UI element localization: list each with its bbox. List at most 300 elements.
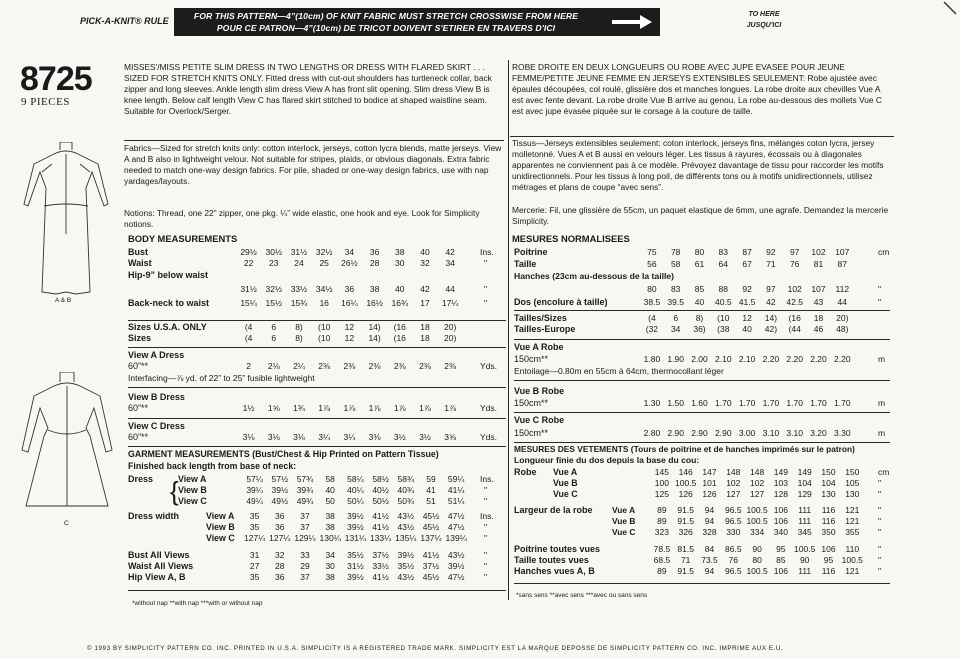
tailles-europe-row-cell: 36) xyxy=(693,324,706,334)
lg-b-row-unit: " xyxy=(878,478,882,488)
fbl-b-row-cell: 40½ xyxy=(372,485,389,495)
lr-a-row-unit: " xyxy=(878,505,882,515)
vue-a-metrage-cell: 2.20 xyxy=(762,354,780,364)
hip-ab-row-cell: 41½ xyxy=(372,572,389,582)
lg-b-row-cell: 105 xyxy=(845,478,860,488)
dos-row-cell: 44 xyxy=(837,297,848,307)
taille-row-label: Taille xyxy=(514,259,537,269)
hip-row-cell: 44 xyxy=(445,284,455,294)
dw-b-row-cell: 35 xyxy=(249,522,260,532)
view-c-yardage-cell: 3⅝ xyxy=(444,432,457,442)
to-here-label: TO HERE JUSQU'ICI xyxy=(746,11,782,29)
view-ab-caption: A & B xyxy=(55,297,72,304)
hanches-ab-row-cell: 116 xyxy=(821,566,836,576)
hip-ab-row-cell: 36 xyxy=(275,572,285,582)
hanches-ab-row-cell: 111 xyxy=(798,566,812,576)
vue-a-metrage-cell: 2.10 xyxy=(738,354,756,364)
waist-all-row-cell: 39½ xyxy=(447,561,465,571)
garment-measurements-title: GARMENT MEASUREMENTS (Bust/Chest & Hip Printed on Pattern Tissue) xyxy=(128,449,439,459)
lr-c-row-unit: " xyxy=(878,527,882,537)
poitrine-vues-row-cell: 106 xyxy=(821,544,836,554)
waist-row-cell: 25 xyxy=(319,258,329,268)
poitrine-row-cell: 102 xyxy=(811,247,826,257)
view-c-yardage-unit: Yds. xyxy=(480,432,498,442)
lr-b-row-cell: 96.5 xyxy=(725,516,742,526)
dw-a-row-cell: 43½ xyxy=(397,511,415,521)
bust-all-row-cell: 39½ xyxy=(397,550,415,560)
tailles-europe-row-cell: (32 xyxy=(645,324,659,334)
taille-row-cell: 76 xyxy=(789,259,800,269)
taille-vues-row-cell: 85 xyxy=(776,555,786,565)
poitrine-row-cell: 107 xyxy=(835,247,850,257)
tailles-europe-row-cell: 42) xyxy=(764,324,778,334)
vue-sublabel: Vue A xyxy=(553,467,578,477)
view-c-yardage-label: 60”** xyxy=(128,432,149,442)
vue-sublabel: Vue C xyxy=(612,527,636,537)
vue-a-metrage-cell: 2.00 xyxy=(691,354,708,364)
lr-a-row-cell: 89 xyxy=(657,505,667,515)
view-c-yardage-cell: 3¼ xyxy=(318,432,331,442)
poitrine-vues-row-cell: 86.5 xyxy=(725,544,742,554)
taille-row-cell: 61 xyxy=(694,259,705,269)
dos-row-cell: 41.5 xyxy=(738,297,756,307)
dos-row-cell: 38.5 xyxy=(643,297,661,307)
lr-b-row-cell: 100.5 xyxy=(746,516,768,526)
vue-b-metrage-cell: 1.70 xyxy=(715,398,732,408)
lg-a-row-cell: 145 xyxy=(654,467,669,477)
hanches-ab-row-cell: 121 xyxy=(845,566,860,576)
hip-ab-row-cell: 45½ xyxy=(422,572,440,582)
fbl-b-row-unit: " xyxy=(484,485,488,495)
bust-all-row-cell: 33 xyxy=(300,550,310,560)
view-c-dress-row-label: View C Dress xyxy=(128,421,185,431)
hanches-ab-row-cell: 89 xyxy=(657,566,667,576)
waist-row-unit: " xyxy=(484,258,488,268)
dw-c-row-cell: 131¼ xyxy=(344,533,367,543)
hanches-row-cell: 97 xyxy=(766,284,776,294)
waist-row-cell: 32 xyxy=(420,258,430,268)
vue-sublabel: Vue B xyxy=(553,478,578,488)
fbl-a-row-unit: Ins. xyxy=(480,474,494,484)
dw-c-row-cell: 137¼ xyxy=(420,533,442,543)
view-sublabel: View C xyxy=(206,533,235,543)
back-neck-row-cell: 17 xyxy=(420,298,430,308)
lg-b-row-cell: 103 xyxy=(773,478,788,488)
lr-c-row-cell: 350 xyxy=(821,527,836,537)
tailles-europe-row-cell: 46 xyxy=(813,324,824,334)
lr-a-row-cell: 94 xyxy=(704,505,715,515)
poitrine-row-cell: 75 xyxy=(647,247,657,257)
hip-row-cell: 33½ xyxy=(290,284,308,294)
bust-all-row-cell: 41½ xyxy=(422,550,440,560)
view-sublabel: View C xyxy=(178,496,207,506)
table-rule xyxy=(514,412,890,413)
fbl-c-row-cell: 51¼ xyxy=(447,496,465,506)
hip-row-cell: 34½ xyxy=(315,284,333,294)
lg-a-row-cell: 150 xyxy=(845,467,860,477)
lg-a-row-cell: 147 xyxy=(702,467,717,477)
english-footnote: *without nap **with nap ***with or without nap xyxy=(132,600,263,607)
french-footnote: *sans sens **avec sens ***avec ou sans sens xyxy=(516,592,648,599)
dw-a-row-cell: 36 xyxy=(275,511,285,521)
lr-a-row-cell: 100.5 xyxy=(746,505,768,515)
hip-ab-row-cell: 37 xyxy=(300,572,310,582)
tailles-sizes-row-cell: 8) xyxy=(695,313,704,323)
bust-all-row-label: Bust All Views xyxy=(128,550,190,560)
fbl-a-row-cell: 58 xyxy=(325,474,335,484)
view-a-yardage-cell: 2⅛ xyxy=(267,361,280,371)
dw-c-row-cell: 133¼ xyxy=(369,533,392,543)
tailles-europe-row-cell: (44 xyxy=(788,324,801,334)
tailles-europe-row-cell: 48) xyxy=(836,324,849,334)
view-b-yardage-cell: 1⅞ xyxy=(444,403,457,413)
french-mercerie: Mercerie: Fil, une glissière de 55cm, un paquet elastique de 6mm, une agrafe. Demandez la mercerie Simplicity. xyxy=(512,205,889,227)
lr-c-row-cell: 323 xyxy=(654,527,669,537)
vue-a-metrage-label: 150cm** xyxy=(514,354,549,364)
bracket-icon: { xyxy=(170,476,179,506)
lg-b-row-cell: 101 xyxy=(702,478,717,488)
dw-b-row-cell: 45½ xyxy=(422,522,440,532)
dw-a-row-label: Dress width xyxy=(128,511,180,521)
vue-c-metrage-cell: 2.90 xyxy=(691,428,708,438)
bust-all-row-cell: 34 xyxy=(325,550,335,560)
hip-row-cell: 42 xyxy=(420,284,430,294)
poitrine-row-cell: 83 xyxy=(718,247,729,257)
fbl-c-row-cell: 50¾ xyxy=(397,496,415,506)
waist-all-row-cell: 31½ xyxy=(347,561,364,571)
sizes-usa-row-cell: (4 xyxy=(244,322,253,332)
fbl-a-row-cell: 58¼ xyxy=(347,474,364,484)
waist-row-cell: 26½ xyxy=(341,258,358,268)
fbl-b-row-cell: 40¾ xyxy=(397,485,415,495)
hip-row-cell: 36 xyxy=(344,284,355,294)
vue-c-metrage-cell: 3.10 xyxy=(762,428,780,438)
lg-c-row-cell: 125 xyxy=(654,489,669,499)
vue-c-metrage-cell: 3.10 xyxy=(786,428,803,438)
taille-row-cell: 87 xyxy=(837,259,848,269)
tailles-sizes-row-label: Tailles/Sizes xyxy=(514,313,567,323)
taille-row-cell: 64 xyxy=(718,259,729,269)
lg-c-row-cell: 126 xyxy=(678,489,693,499)
vue-c-metrage-cell: 3.20 xyxy=(810,428,827,438)
tailles-sizes-row-cell: 20) xyxy=(836,313,849,323)
lr-a-row-cell: 96.5 xyxy=(725,505,742,515)
hanches-row-cell: 107 xyxy=(811,284,826,294)
lg-a-row-cell: 148 xyxy=(749,467,765,477)
lr-c-row-cell: 340 xyxy=(773,527,788,537)
taille-vues-row-cell: 90 xyxy=(799,555,810,565)
view-b-yardage-cell: 1½ xyxy=(242,403,255,413)
back-neck-row-cell: 16¼ xyxy=(341,298,358,308)
back-neck-row-cell: 16 xyxy=(319,298,329,308)
dos-row-cell: 42.5 xyxy=(786,297,803,307)
poitrine-vues-row-cell: 95 xyxy=(776,544,786,554)
fbl-c-row-cell: 50¼ xyxy=(347,496,364,506)
hip-ab-row-unit: " xyxy=(484,572,488,582)
view-a-yardage-cell: 2⅜ xyxy=(343,361,356,371)
taille-row-cell: 67 xyxy=(742,259,752,269)
waist-row-label: Waist xyxy=(128,258,152,268)
view-a-yardage-label: 60”** xyxy=(128,361,149,371)
view-b-yardage-cell: 1⅞ xyxy=(393,403,406,413)
sizes-usa-row-cell: 12 xyxy=(344,322,355,332)
hanches-row-cell: 85 xyxy=(694,284,705,294)
vue-a-metrage-unit: m xyxy=(878,354,886,364)
lg-c-row-cell: 128 xyxy=(773,489,788,499)
lg-a-row-cell: 146 xyxy=(678,467,693,477)
lg-c-row-cell: 127 xyxy=(749,489,765,499)
vue-a-metrage-cell: 2.20 xyxy=(810,354,827,364)
sizes-usa-row-cell: 14) xyxy=(368,322,381,332)
dw-c-row-cell: 127¼ xyxy=(269,533,291,543)
vue-a-metrage-cell: 2.20 xyxy=(834,354,851,364)
vue-b-metrage-cell: 1.30 xyxy=(643,398,661,408)
bust-row-cell: 29½ xyxy=(240,247,257,257)
stretch-line-en: FOR THIS PATTERN—4”(10cm) OF KNIT FABRIC MUST STRETCH CROSSWISE FROM HERE xyxy=(193,11,579,21)
bust-row-cell: 32½ xyxy=(315,247,333,257)
sizes-row-label: Sizes xyxy=(128,333,152,343)
hanches-ab-row-cell: 100.5 xyxy=(746,566,768,576)
hanches-row-label: Hanches (23cm au-dessous de la taille) xyxy=(514,271,674,281)
hip-row-cell: 32½ xyxy=(265,284,283,294)
poitrine-row-cell: 97 xyxy=(789,247,800,257)
dos-row-cell: 39.5 xyxy=(667,297,684,307)
taille-row-cell: 81 xyxy=(813,259,824,269)
vue-c-row-label: Vue C Robe xyxy=(514,415,565,425)
dw-a-row-cell: 45½ xyxy=(422,511,440,521)
sizes-usa-row-cell: (10 xyxy=(318,322,331,332)
hip-ab-row-cell: 38 xyxy=(325,572,335,582)
view-b-yardage-unit: Yds. xyxy=(480,403,498,413)
vue-c-metrage-cell: 2.90 xyxy=(715,428,732,438)
tailles-sizes-row-cell: (16 xyxy=(788,313,801,323)
table-rule xyxy=(514,583,890,584)
view-b-yardage-cell: 1⅞ xyxy=(368,403,381,413)
view-c-yardage-cell: 3½ xyxy=(419,432,431,442)
taille-vues-row-cell: 71 xyxy=(680,555,691,565)
fbl-a-row-cell: 57¼ xyxy=(246,474,263,484)
dw-c-row-cell: 135¼ xyxy=(395,533,417,543)
mesures-title: MESURES NORMALISEES xyxy=(512,233,630,244)
lg-a-row-label: Robe xyxy=(514,467,537,477)
bust-row-cell: 30½ xyxy=(265,247,283,257)
poitrine-vues-row-label: Poitrine toutes vues xyxy=(514,544,601,554)
lr-b-row-unit: " xyxy=(878,516,882,526)
bust-row-cell: 36 xyxy=(369,247,380,257)
bust-all-row-cell: 37½ xyxy=(372,550,389,560)
dw-b-row-cell: 43½ xyxy=(397,522,415,532)
lg-a-row-unit: cm xyxy=(878,467,890,477)
bust-row-label: Bust xyxy=(128,247,148,257)
fbl-b-row-cell: 40¼ xyxy=(347,485,364,495)
view-b-yardage-cell: 1⅞ xyxy=(419,403,431,413)
fbl-c-row-cell: 49¼ xyxy=(246,496,263,506)
view-sublabel: View B xyxy=(178,485,207,495)
lg-a-row-cell: 149 xyxy=(773,467,788,477)
hip-ab-row-label: Hip View A, B xyxy=(128,572,186,582)
vue-sublabel: Vue A xyxy=(612,505,636,515)
lg-c-row-cell: 130 xyxy=(845,489,860,499)
hanches-ab-row-unit: " xyxy=(878,566,882,576)
waist-all-row-cell: 37½ xyxy=(422,561,440,571)
lr-b-row-cell: 91.5 xyxy=(677,516,694,526)
view-a-yardage-cell: 2¼ xyxy=(293,361,305,371)
table-rule xyxy=(514,380,890,381)
dw-b-row-cell: 39½ xyxy=(347,522,364,532)
waist-all-row-cell: 28 xyxy=(275,561,285,571)
lg-b-row-cell: 100.5 xyxy=(675,478,697,488)
hanches-ab-row-cell: 94 xyxy=(704,566,715,576)
english-fabrics: Fabrics—Sized for stretch knits only: cotton interlock, jerseys, cotton lycra blends, matte jerseys. View A and B also in lightweight velour. Not suitable for stripes, plaids, or obvious diagonals. Extra fabric needed to match one-way design fabrics. For pile, shaded or one-way design fabrics, use with nap yardages/layouts. xyxy=(124,143,502,187)
waist-all-row-unit: " xyxy=(484,561,488,571)
lr-b-row-cell: 116 xyxy=(821,516,836,526)
fbl-b-row-cell: 41¼ xyxy=(447,485,465,495)
view-a-yardage-cell: 2⅜ xyxy=(318,361,331,371)
view-c-yardage-cell: 3⅛ xyxy=(242,432,255,442)
lr-c-row-cell: 345 xyxy=(797,527,812,537)
fbl-c-row-cell: 51 xyxy=(426,496,436,506)
dw-b-row-unit: " xyxy=(484,522,488,532)
lg-b-row-cell: 102 xyxy=(726,478,741,488)
lr-c-row-cell: 334 xyxy=(749,527,765,537)
vue-sublabel: Vue C xyxy=(553,489,578,499)
dw-a-row-cell: 35 xyxy=(249,511,260,521)
lg-b-row-cell: 104 xyxy=(797,478,812,488)
dos-row-unit: " xyxy=(878,297,882,307)
bust-row-cell: 34 xyxy=(344,247,355,257)
taille-vues-row-cell: 80 xyxy=(752,555,762,565)
tailles-europe-row-cell: (38 xyxy=(717,324,730,334)
dos-row-cell: 42 xyxy=(766,297,776,307)
dw-a-row-cell: 41½ xyxy=(372,511,389,521)
tailles-europe-row-cell: 40 xyxy=(742,324,752,334)
dos-row-label: Dos (encolure à taille) xyxy=(514,297,608,307)
hip-row-cell: 31½ xyxy=(240,284,257,294)
view-a-dress-row-label: View A Dress xyxy=(128,350,185,360)
taille-vues-row-cell: 100.5 xyxy=(841,555,863,565)
fbl-a-row-cell: 59¼ xyxy=(447,474,465,484)
view-c-yardage-cell: 3⅛ xyxy=(293,432,305,442)
french-tissus: Tissus—Jerseys extensibles seulement: coton interlock, jerseys fins, mélanges coton lycra, jersey molletonné. Vues A et B aussi en velours léger. Les tissus à rayures, écossais ou à diagonales apparentes ne conviennent pas à ce modèle. Prévoyez davantage de tissu pour raccorder les motifs unidirectionnels. Pour les tissus à long poil, de différents tons ou à motifs unidirectionnels, utilisez métrages et plans de coupe “avec sens”. xyxy=(512,138,884,193)
waist-all-row-cell: 29 xyxy=(300,561,310,571)
waist-all-row-cell: 27 xyxy=(249,561,260,571)
stretch-line-fr: POUR CE PATRON—4”(10cm) DE TRICOT DOIVENT S'ETIRER EN TRAVERS D'ICI xyxy=(216,23,556,33)
taille-vues-row-label: Taille toutes vues xyxy=(514,555,589,565)
vue-a-row-label: Vue A Robe xyxy=(514,342,564,352)
lr-c-row-cell: 355 xyxy=(845,527,860,537)
back-neck-row-cell: 16¾ xyxy=(391,298,409,308)
dw-c-row-cell: 127¼ xyxy=(243,533,266,543)
hanches-ab-row-cell: 91.5 xyxy=(677,566,694,576)
fbl-c-row-cell: 50½ xyxy=(372,496,389,506)
pattern-pieces: 9 PIECES xyxy=(21,96,70,108)
vue-b-metrage-cell: 1.70 xyxy=(810,398,827,408)
view-b-yardage-cell: 1¾ xyxy=(293,403,305,413)
sizes-row-cell: 12 xyxy=(344,333,355,343)
taille-vues-row-cell: 95 xyxy=(823,555,834,565)
vue-a-metrage-cell: 1.90 xyxy=(667,354,684,364)
pattern-number: 8725 xyxy=(20,60,92,98)
view-sublabel: View A xyxy=(206,511,235,521)
vue-c-metrage-cell: 2.90 xyxy=(667,428,684,438)
poitrine-row-cell: 80 xyxy=(694,247,705,257)
tailles-sizes-row-cell: 14) xyxy=(764,313,778,323)
vue-b-metrage-cell: 1.60 xyxy=(691,398,708,408)
sizes-usa-row-cell: 18 xyxy=(420,322,430,332)
bust-row-unit: Ins. xyxy=(480,247,494,257)
poitrine-vues-row-unit: " xyxy=(878,544,882,554)
vue-c-metrage-unit: m xyxy=(878,428,886,438)
entoilage-note: Entoilage—0.80m en 55cm à 64cm, thermocollant léger xyxy=(514,366,724,376)
english-description: MISSES'/MISS PETITE SLIM DRESS IN TWO LENGTHS OR DRESS WITH FLARED SKIRT . . . SIZED FOR STRETCH KNITS ONLY. Fitted dress with cut-out shoulders has turtleneck collar, back zipper and long sleeves. Ankle length slim dress View A has front slit opening. Slim dress View B is knee length. Below calf length View C has flared skirt stitched to bodice at shaped waistline seam. Suitable for Overlock/Serger. xyxy=(124,62,492,117)
lr-c-row-cell: 330 xyxy=(726,527,741,537)
fbl-b-row-cell: 41 xyxy=(426,485,436,495)
bust-all-row-cell: 43½ xyxy=(447,550,465,560)
lr-c-row-cell: 328 xyxy=(702,527,717,537)
hanches-row-cell: 112 xyxy=(835,284,850,294)
vue-c-metrage-cell: 3.00 xyxy=(738,428,756,438)
sizes-row-cell: 6 xyxy=(271,333,277,343)
lg-a-row-cell: 149 xyxy=(797,467,812,477)
sizes-row-cell: 8) xyxy=(295,333,303,343)
view-sublabel: View B xyxy=(206,522,235,532)
view-b-yardage-cell: 1⅝ xyxy=(267,403,280,413)
hanches-row-unit: " xyxy=(878,284,882,294)
waist-all-row-cell: 35½ xyxy=(397,561,415,571)
poitrine-vues-row-cell: 90 xyxy=(752,544,762,554)
fbl-a-row-cell: 58½ xyxy=(372,474,389,484)
lg-b-row-cell: 100 xyxy=(654,478,669,488)
tailles-sizes-row-cell: 18 xyxy=(813,313,824,323)
dw-c-row-cell: 139¼ xyxy=(445,533,467,543)
waist-row-cell: 34 xyxy=(445,258,455,268)
hanches-ab-row-label: Hanches vues A, B xyxy=(514,566,595,576)
tailles-sizes-row-cell: 12 xyxy=(742,313,752,323)
taille-vues-row-unit: " xyxy=(878,555,882,565)
view-b-yardage-cell: 1⅞ xyxy=(343,403,356,413)
dw-a-row-cell: 37 xyxy=(300,511,310,521)
dw-b-row-cell: 47½ xyxy=(447,522,465,532)
view-a-yardage-cell: 2 xyxy=(246,361,251,371)
fbl-a-row-cell: 58¾ xyxy=(397,474,415,484)
sizes-usa-row-cell: 20) xyxy=(444,322,457,332)
poitrine-row-unit: cm xyxy=(878,247,890,257)
sizes-row-cell: (4 xyxy=(244,333,253,343)
lr-b-row-cell: 89 xyxy=(657,516,667,526)
bust-all-row-cell: 35½ xyxy=(347,550,364,560)
waist-row-cell: 28 xyxy=(369,258,380,268)
vue-b-metrage-unit: m xyxy=(878,398,886,408)
fbl-b-row-cell: 39¾ xyxy=(296,485,314,495)
poitrine-vues-row-cell: 81.5 xyxy=(677,544,694,554)
tailles-europe-row-label: Tailles-Europe xyxy=(514,324,576,334)
vue-a-metrage-cell: 1.80 xyxy=(643,354,661,364)
fbl-a-row-label: Dress xyxy=(128,474,154,484)
fbl-a-row-cell: 57¾ xyxy=(296,474,314,484)
hanches-row-cell: 92 xyxy=(742,284,752,294)
waist-row-cell: 22 xyxy=(243,258,254,268)
fbl-a-row-cell: 57½ xyxy=(271,474,289,484)
body-measurements-title: BODY MEASUREMENTS xyxy=(128,233,238,244)
sizes-row-cell: 14) xyxy=(368,333,381,343)
fbl-b-row-cell: 39¼ xyxy=(246,485,263,495)
lg-c-row-cell: 130 xyxy=(821,489,836,499)
taille-vues-row-cell: 76 xyxy=(728,555,739,565)
bust-row-cell: 38 xyxy=(395,247,405,257)
lg-a-row-cell: 148 xyxy=(726,467,741,477)
hanches-row-cell: 83 xyxy=(670,284,681,294)
hip-row-cell: 40 xyxy=(395,284,405,294)
